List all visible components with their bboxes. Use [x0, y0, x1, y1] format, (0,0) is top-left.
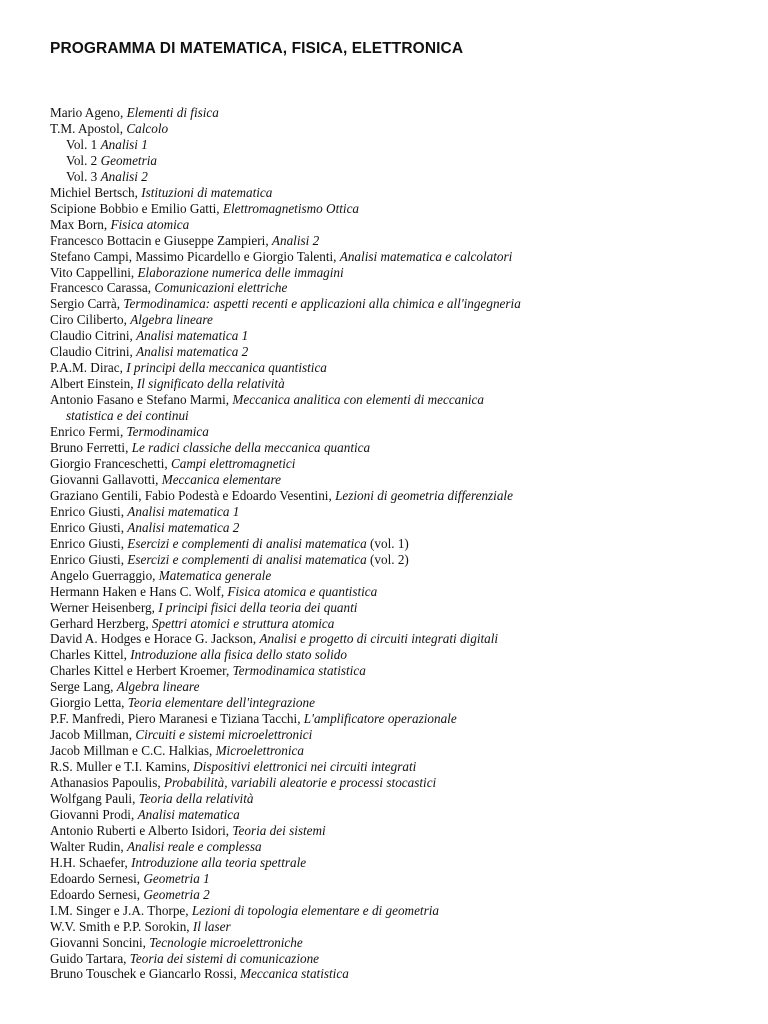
bibliography-entry: [50, 568, 768, 584]
entry-suffix: (vol. 2): [366, 551, 409, 567]
entry-author: H.H. Schaefer,: [50, 854, 132, 870]
entry-title: Analisi matematica e calcolatori: [339, 248, 513, 264]
bibliography-entry: [50, 887, 768, 903]
bibliography-entry: [50, 169, 768, 185]
page-heading: PROGRAMMA DI MATEMATICA, FISICA, ELETTRONICA: [50, 40, 464, 57]
bibliography-entry: [50, 695, 768, 711]
entry-author: Enrico Fermi,: [50, 424, 127, 440]
entry-title: Calcolo: [126, 120, 169, 136]
entry-title: Analisi e progetto di circuiti integrati digitali: [259, 631, 499, 647]
entry-author: Angelo Guerraggio,: [50, 567, 159, 583]
entry-author: Claudio Citrini,: [50, 344, 137, 360]
entry-author: Jacob Millman e C.C. Halkias,: [50, 743, 216, 759]
bibliography-entry: [50, 360, 768, 376]
entry-title: Teoria dei sistemi: [232, 822, 326, 838]
bibliography-entry: [50, 663, 768, 679]
bibliography-entry: [50, 344, 768, 360]
bibliography-entry: [50, 408, 768, 424]
entry-author: Charles Kittel,: [50, 647, 131, 663]
entry-title: Lezioni di topologia elementare e di geometria: [191, 902, 439, 918]
entry-author: Enrico Giusti,: [50, 503, 128, 519]
bibliography-entry: [50, 456, 768, 472]
bibliography-entry: [50, 807, 768, 823]
entry-author: Giovanni Soncini,: [50, 934, 150, 950]
bibliography-entry: [50, 249, 768, 265]
entry-author: Vol. 1: [66, 136, 101, 152]
bibliography-entry: [50, 424, 768, 440]
entry-author: Enrico Giusti,: [50, 519, 128, 535]
entry-title: Elementi di fisica: [126, 105, 219, 120]
entry-author: Claudio Citrini,: [50, 328, 137, 344]
entry-author: Vol. 3: [66, 168, 101, 184]
entry-author: Guido Tartara,: [50, 950, 130, 966]
bibliography-entry: [50, 919, 768, 935]
entry-author: Hermann Haken e Hans C. Wolf,: [50, 583, 228, 599]
entry-title: Meccanica elementare: [161, 471, 281, 487]
bibliography-entry: [50, 600, 768, 616]
entry-title: Campi elettromagnetici: [170, 455, 296, 471]
entry-author: Giorgio Franceschetti,: [50, 455, 171, 471]
bibliography-entry: [50, 743, 768, 759]
bibliography-entry: [50, 392, 768, 408]
bibliography-entry: [50, 265, 768, 281]
entry-title: Geometria 1: [143, 870, 210, 886]
entry-title: Probabilità, variabili aleatorie e processi stocastici: [163, 775, 437, 791]
entry-title: Teoria dei sistemi di comunicazione: [129, 950, 320, 966]
bibliography-entry: [50, 488, 768, 504]
entry-title: Introduzione alla fisica dello stato solido: [130, 647, 347, 663]
bibliography-entry: [50, 504, 768, 520]
entry-author: T.M. Apostol,: [50, 120, 127, 136]
bibliography-entry: [50, 584, 768, 600]
bibliography-entry: [50, 105, 768, 121]
entry-title: Analisi 2: [100, 168, 148, 184]
entry-author: Max Born,: [50, 216, 111, 232]
entry-title: Geometria: [100, 152, 157, 168]
bibliography-entry: [50, 903, 768, 919]
entry-title: Geometria 2: [143, 886, 210, 902]
bibliography-entry: [50, 312, 768, 328]
entry-author: Mario Ageno,: [50, 105, 127, 120]
entry-title: Esercizi e complementi di analisi matematica: [127, 551, 367, 567]
entry-author: Vol. 2: [66, 152, 101, 168]
entry-author: Jacob Millman,: [50, 727, 136, 743]
bibliography-entry: [50, 775, 768, 791]
entry-title: Analisi matematica 2: [136, 344, 249, 360]
entry-author: Bruno Touschek e Giancarlo Rossi,: [50, 966, 241, 982]
entry-author: I.M. Singer e J.A. Thorpe,: [50, 902, 192, 918]
entry-author: Edoardo Sernesi,: [50, 870, 144, 886]
entry-title: I principi della meccanica quantistica: [126, 360, 327, 376]
entry-author: Wolfgang Pauli,: [50, 790, 139, 806]
entry-title: Analisi 2: [271, 232, 320, 248]
entry-title: Spettri atomici e struttura atomica: [151, 615, 335, 631]
entry-author: Antonio Fasano e Stefano Marmi,: [50, 392, 233, 408]
entry-author: Scipione Bobbio e Emilio Gatti,: [50, 200, 223, 216]
bibliography-entry: [50, 647, 768, 663]
bibliography-entry: [50, 791, 768, 807]
entry-title: Lezioni di geometria differenziale: [335, 487, 513, 503]
entry-author: Giovanni Prodi,: [50, 806, 138, 822]
entry-title: Introduzione alla teoria spettrale: [131, 854, 307, 870]
entry-title: Dispositivi elettronici nei circuiti integrati: [193, 759, 417, 775]
entry-author: Francesco Carassa,: [50, 280, 155, 296]
bibliography-entry: [50, 137, 768, 153]
entry-title: Fisica atomica: [110, 216, 190, 232]
entry-title: Fisica atomica e quantistica: [227, 583, 378, 599]
entry-author: R.S. Muller e T.I. Kamins,: [50, 759, 194, 775]
entry-title: Teoria elementare dell'integrazione: [127, 695, 315, 711]
entry-author: Antonio Ruberti e Alberto Isidori,: [50, 822, 233, 838]
bibliography-entry: [50, 296, 768, 312]
entry-title: L'amplificatore operazionale: [303, 711, 457, 727]
entry-author: Albert Einstein,: [50, 376, 137, 392]
bibliography-entry: [50, 201, 768, 217]
bibliography-entry: [50, 951, 768, 967]
bibliography-entry: [50, 376, 768, 392]
bibliography-entry: [50, 711, 768, 727]
entry-title: Microelettronica: [215, 743, 304, 759]
entry-title: statistica e dei continui: [66, 408, 189, 424]
entry-title: Meccanica statistica: [240, 966, 349, 982]
bibliography-entry: [50, 871, 768, 887]
entry-author: P.A.M. Dirac,: [50, 360, 127, 376]
bibliography-entry: [50, 616, 768, 632]
entry-author: Charles Kittel e Herbert Kroemer,: [50, 663, 233, 679]
bibliography-entry: [50, 440, 768, 456]
entry-title: Analisi matematica: [137, 806, 240, 822]
entry-author: Serge Lang,: [50, 679, 117, 695]
bibliography-entry: [50, 536, 768, 552]
entry-title: Elettromagnetismo Ottica: [222, 200, 360, 216]
entry-author: Graziano Gentili, Fabio Podestà e Edoardo Vesentini,: [50, 487, 336, 503]
entry-title: Esercizi e complementi di analisi matematica: [127, 535, 367, 551]
entry-title: Termodinamica statistica: [232, 663, 366, 679]
bibliography-entry: [50, 679, 768, 695]
entry-author: Giorgio Letta,: [50, 695, 128, 711]
entry-title: I principi fisici della teoria dei quanti: [158, 599, 358, 615]
bibliography-entry: [50, 153, 768, 169]
bibliography-entry: [50, 328, 768, 344]
entry-author: Bruno Ferretti,: [50, 440, 132, 456]
bibliography-entry: [50, 631, 768, 647]
entry-title: Teoria della relatività: [138, 790, 254, 806]
entry-author: Michiel Bertsch,: [50, 184, 142, 200]
bibliography-entry: [50, 966, 768, 982]
bibliography-entry: [50, 855, 768, 871]
bibliography-entry: [50, 552, 768, 568]
entry-author: Ciro Ciliberto,: [50, 312, 131, 328]
entry-title: Analisi matematica 2: [127, 519, 240, 535]
entry-author: Vito Cappellini,: [50, 264, 138, 280]
entry-title: Analisi 1: [100, 136, 148, 152]
entry-author: Werner Heisenberg,: [50, 599, 159, 615]
bibliography-entry: [50, 121, 768, 137]
entry-title: Le radici classiche della meccanica quantica: [131, 440, 371, 456]
bibliography-entry: [50, 823, 768, 839]
entry-author: W.V. Smith e P.P. Sorokin,: [50, 918, 193, 934]
bibliography-list: [50, 105, 768, 982]
entry-author: P.F. Manfredi, Piero Maranesi e Tiziana Tacchi,: [50, 711, 304, 727]
entry-title: Analisi matematica 1: [136, 328, 249, 344]
entry-suffix: (vol. 1): [366, 535, 409, 551]
bibliography-entry: [50, 935, 768, 951]
bibliography-entry: [50, 280, 768, 296]
entry-author: Francesco Bottacin e Giuseppe Zampieri,: [50, 232, 272, 248]
entry-author: Athanasios Papoulis,: [50, 775, 164, 791]
entry-title: Il laser: [192, 918, 231, 934]
entry-title: Istituzioni di matematica: [141, 184, 273, 200]
bibliography-entry: [50, 727, 768, 743]
entry-author: Edoardo Sernesi,: [50, 886, 144, 902]
entry-title: Il significato della relatività: [136, 376, 285, 392]
entry-author: Giovanni Gallavotti,: [50, 471, 162, 487]
entry-title: Meccanica analitica con elementi di meccanica: [232, 392, 484, 408]
bibliography-entry: [50, 839, 768, 855]
bibliography-entry: [50, 759, 768, 775]
entry-title: Algebra lineare: [116, 679, 200, 695]
entry-title: Circuiti e sistemi microelettronici: [135, 727, 313, 743]
bibliography-entry: [50, 233, 768, 249]
entry-title: Analisi reale e complessa: [126, 838, 262, 854]
entry-title: Matematica generale: [158, 567, 272, 583]
entry-title: Termodinamica: aspetti recenti e applicazioni alla chimica e all'ingegneria: [123, 296, 521, 312]
entry-title: Tecnologie microelettroniche: [149, 934, 303, 950]
entry-author: David A. Hodges e Horace G. Jackson,: [50, 631, 260, 647]
entry-title: Termodinamica: [126, 424, 209, 440]
bibliography-entry: [50, 185, 768, 201]
entry-title: Analisi matematica 1: [127, 503, 240, 519]
entry-title: Elaborazione numerica delle immagini: [137, 264, 344, 280]
bibliography-entry: [50, 520, 768, 536]
entry-author: Gerhard Herzberg,: [50, 615, 152, 631]
entry-author: Stefano Campi, Massimo Picardello e Giorgio Talenti,: [50, 248, 340, 264]
entry-author: Sergio Carrà,: [50, 296, 124, 312]
entry-title: Algebra lineare: [130, 312, 213, 328]
entry-title: Comunicazioni elettriche: [154, 280, 288, 296]
bibliography-entry: [50, 472, 768, 488]
entry-author: Enrico Giusti,: [50, 535, 128, 551]
entry-author: Walter Rudin,: [50, 838, 127, 854]
bibliography-entry: [50, 217, 768, 233]
entry-author: Enrico Giusti,: [50, 551, 128, 567]
